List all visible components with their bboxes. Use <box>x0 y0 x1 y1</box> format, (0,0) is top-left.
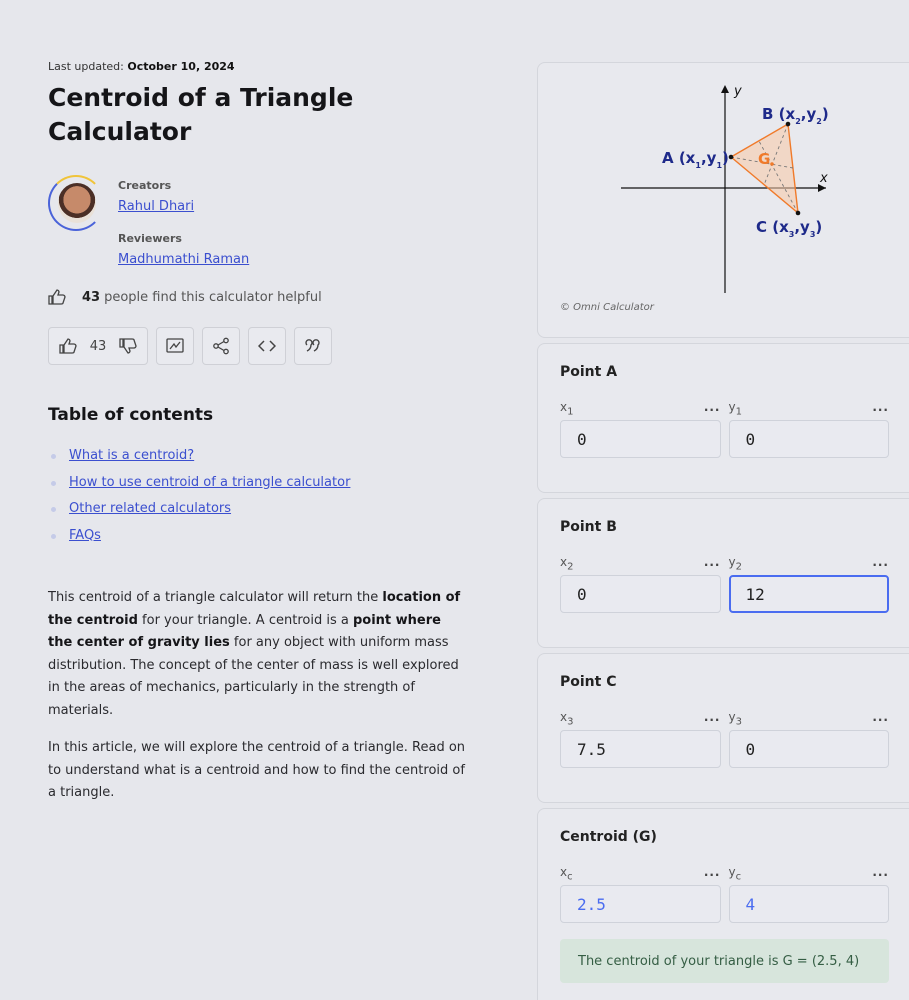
point-b-card <box>537 498 909 648</box>
yc-field <box>729 865 890 923</box>
thumbs-up-icon <box>59 338 77 354</box>
quote-icon <box>305 339 321 353</box>
authors-block <box>48 173 478 283</box>
like-count: 43 <box>89 338 107 354</box>
x-axis-label: x <box>820 171 828 186</box>
calculator-column <box>537 62 909 1000</box>
code-icon <box>258 339 276 353</box>
x3-input[interactable]: 7.5 <box>560 730 721 768</box>
second-paragraph: In this article, we will explore the centroid of a triangle. Read on to understand what is a centroid and how to find the centroid of a triangle. <box>48 740 466 800</box>
more-options-icon[interactable]: ... <box>872 555 889 569</box>
yc-label: $y_c$ <box>728 865 742 883</box>
yc-output[interactable]: 4 <box>729 885 890 923</box>
list-item <box>48 443 478 470</box>
point-c-title: Point C <box>560 674 617 690</box>
centroid-label: G <box>758 150 771 168</box>
x1-field <box>560 400 721 458</box>
y-axis-arrow <box>721 85 729 93</box>
x3-field <box>560 710 721 768</box>
x2-label: $x_2$ <box>560 555 574 573</box>
centroid-title: Centroid (G) <box>560 829 657 845</box>
x1-label: $x_1$ <box>560 400 574 418</box>
triangle-shape <box>731 124 798 213</box>
share-icon <box>212 337 230 355</box>
y1-field <box>729 400 890 458</box>
toc-link-how-to-use[interactable]: How to use centroid of a triangle calculator <box>69 474 351 490</box>
point-a-card <box>537 343 909 493</box>
list-item <box>48 470 478 497</box>
page-title: Centroid of a Triangle Calculator <box>48 83 354 146</box>
point-a-title: Point A <box>560 364 618 380</box>
list-item <box>48 523 478 550</box>
authors-meta <box>118 179 249 285</box>
x2-input[interactable]: 0 <box>560 575 721 613</box>
y3-field <box>729 710 890 768</box>
centroid-fields <box>560 865 889 923</box>
feedback-icon <box>166 338 184 354</box>
svg-text:C (x3,y3): C $(x_3,y_3)$ <box>756 218 823 239</box>
more-options-icon[interactable]: ... <box>872 865 889 879</box>
point-c-card <box>537 653 909 803</box>
more-options-icon[interactable]: ... <box>872 710 889 724</box>
point-a-fields <box>560 400 889 458</box>
centroid-point <box>770 162 774 166</box>
y2-input[interactable]: 12 <box>729 575 890 613</box>
updated-date: October 10, 2024 <box>127 60 235 73</box>
reviewer-link[interactable]: Madhumathi Raman <box>118 252 250 267</box>
xc-field <box>560 865 721 923</box>
y2-field <box>729 555 890 613</box>
y3-input[interactable]: 0 <box>729 730 890 768</box>
more-options-icon[interactable]: ... <box>703 865 721 879</box>
y3-label: $y_3$ <box>728 710 742 728</box>
y-axis-label: y <box>734 84 742 99</box>
triangle-diagram <box>538 63 909 339</box>
vertex-labels <box>662 105 829 239</box>
diagram-card <box>537 62 909 338</box>
more-options-icon[interactable]: ... <box>703 400 721 414</box>
centroid-card <box>537 808 909 1000</box>
creators-label: Creators <box>118 179 172 192</box>
svg-text:B (x2,y2): B $(x_2,y_2)$ <box>762 105 829 126</box>
vote-group <box>48 327 148 365</box>
thumbs-down-icon <box>119 338 137 354</box>
avatar-photo <box>58 183 96 223</box>
toc-link-related[interactable]: Other related calculators <box>69 501 232 516</box>
x1-input[interactable]: 0 <box>560 420 721 458</box>
more-options-icon[interactable]: ... <box>872 400 889 414</box>
diagram-copyright: © Omni Calculator <box>560 302 654 313</box>
more-options-icon[interactable]: ... <box>703 555 721 569</box>
helpful-info <box>48 289 478 305</box>
dislike-button[interactable] <box>119 338 137 354</box>
thumbs-up-icon <box>48 289 66 305</box>
toc-link-what-is-centroid[interactable]: What is a centroid? <box>69 448 195 463</box>
list-item <box>48 496 478 523</box>
intro-paragraph: This centroid of a triangle calculator will return the location of the centroid for your triangle. A centroid is a point where the center of gravity lies for any object with uniform mass distribution. The concept of the center of mass is well explored in the areas of mechanics, particularly in the strength of materials. <box>48 590 461 718</box>
share-button[interactable] <box>202 327 240 365</box>
xc-label: $x_c$ <box>560 865 573 883</box>
x3-label: $x_3$ <box>560 710 574 728</box>
more-options-icon[interactable]: ... <box>703 710 721 724</box>
reviewers-label: Reviewers <box>118 232 182 245</box>
point-b-title: Point B <box>560 519 617 535</box>
article-column <box>48 60 478 805</box>
toc-heading: Table of contents <box>48 405 214 425</box>
table-of-contents <box>48 443 478 549</box>
avatar <box>48 175 104 231</box>
x2-field <box>560 555 721 613</box>
point-c-fields <box>560 710 889 768</box>
action-toolbar <box>48 327 478 365</box>
like-button[interactable] <box>59 338 77 354</box>
cite-button[interactable] <box>294 327 332 365</box>
feedback-button[interactable] <box>156 327 194 365</box>
last-updated: Last updated: October 10, 2024 <box>48 60 235 73</box>
vertex-a <box>729 155 734 160</box>
point-b-fields <box>560 555 889 613</box>
embed-button[interactable] <box>248 327 286 365</box>
helpful-text: people find this calculator helpful <box>104 289 322 305</box>
svg-text:A (x1,y1): A $(x_1,y_1)$ <box>662 149 729 170</box>
y2-label: $y_2$ <box>728 555 742 573</box>
xc-output[interactable]: 2.5 <box>560 885 721 923</box>
toc-link-faqs[interactable]: FAQs <box>69 527 101 543</box>
vertex-c <box>796 211 801 216</box>
y1-label: $y_1$ <box>728 400 742 418</box>
y1-input[interactable]: 0 <box>729 420 890 458</box>
result-message: The centroid of your triangle is G = (2.5, 4) <box>560 939 889 983</box>
creator-link[interactable]: Rahul Dhari <box>118 199 195 214</box>
helpful-count: 43 <box>82 289 101 305</box>
